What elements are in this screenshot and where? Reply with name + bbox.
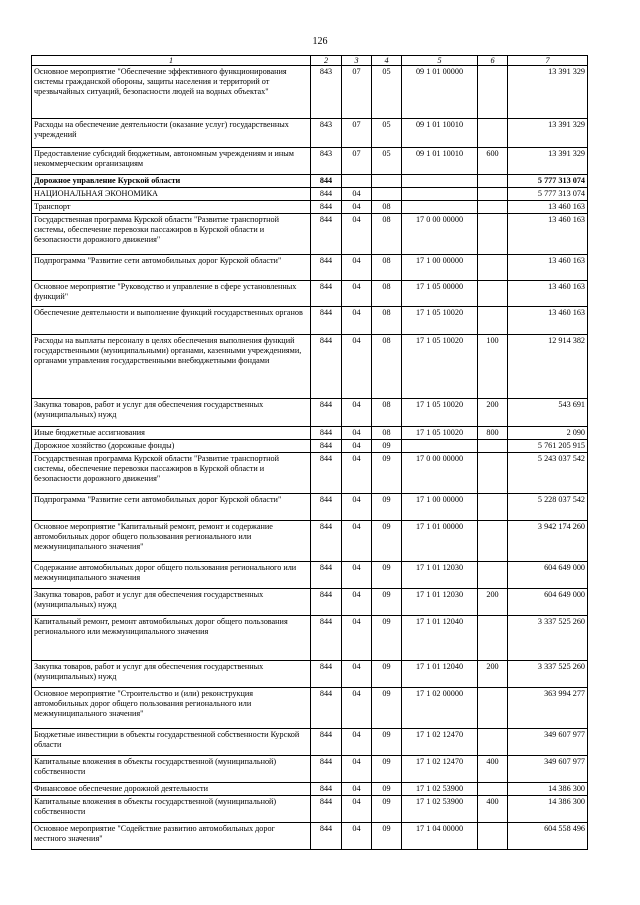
row-code-cell: 844 — [311, 688, 342, 729]
row-article-cell: 09 1 01 00000 — [402, 66, 478, 119]
row-article-cell — [402, 201, 478, 214]
table-row — [32, 335, 588, 399]
row-sum-cell: 604 558 496 — [508, 823, 588, 850]
row-type-cell — [478, 201, 508, 214]
row-type-cell — [478, 307, 508, 335]
row-name-cell: Основное мероприятие "Строительство и (или) реконструкция автомобильных дорог общего пользования регионального или межмуниципального значения" — [32, 688, 311, 729]
page-number: 126 — [312, 36, 328, 47]
row-subsection-cell: 08 — [372, 214, 402, 255]
row-article-cell: 17 1 05 10020 — [402, 399, 478, 427]
row-article-cell: 17 1 00 00000 — [402, 255, 478, 281]
row-type-cell: 800 — [478, 427, 508, 440]
row-sum-cell: 5 761 205 915 — [508, 440, 588, 453]
table-row — [32, 399, 588, 427]
row-code-cell: 844 — [311, 281, 342, 307]
row-section-cell: 07 — [342, 148, 372, 175]
row-name-cell: Иные бюджетные ассигнования — [32, 427, 311, 440]
row-article-cell: 09 1 01 10010 — [402, 148, 478, 175]
table-row — [32, 427, 588, 440]
table-row — [32, 589, 588, 616]
row-name-cell: Дорожное управление Курской области — [32, 175, 311, 188]
table-row — [32, 562, 588, 589]
row-subsection-cell: 09 — [372, 562, 402, 589]
row-type-cell — [478, 521, 508, 562]
row-type-cell — [478, 494, 508, 521]
row-article-cell: 17 1 02 53900 — [402, 796, 478, 823]
row-subsection-cell: 09 — [372, 661, 402, 688]
row-article-cell: 17 1 04 00000 — [402, 823, 478, 850]
row-name-cell: Транспорт — [32, 201, 311, 214]
row-code-cell: 844 — [311, 255, 342, 281]
row-type-cell — [478, 214, 508, 255]
row-subsection-cell: 08 — [372, 399, 402, 427]
row-type-cell — [478, 783, 508, 796]
row-section-cell: 04 — [342, 427, 372, 440]
table-row — [32, 494, 588, 521]
row-type-cell — [478, 562, 508, 589]
table-header — [32, 56, 588, 66]
row-code-cell: 844 — [311, 494, 342, 521]
row-name-cell: НАЦИОНАЛЬНАЯ ЭКОНОМИКА — [32, 188, 311, 201]
header-cell-3: 3 — [342, 56, 372, 66]
row-subsection-cell: 09 — [372, 589, 402, 616]
row-subsection-cell: 09 — [372, 783, 402, 796]
row-name-cell: Предоставление субсидий бюджетным, автономным учреждениям и иным некоммерческим организациям — [32, 148, 311, 175]
row-name-cell: Закупка товаров, работ и услуг для обеспечения государственных (муниципальных) нужд — [32, 661, 311, 688]
row-type-cell: 600 — [478, 148, 508, 175]
row-subsection-cell: 09 — [372, 494, 402, 521]
row-subsection-cell: 09 — [372, 453, 402, 494]
row-name-cell: Капитальные вложения в объекты государственной (муниципальной) собственности — [32, 756, 311, 783]
row-subsection-cell — [372, 188, 402, 201]
row-type-cell — [478, 255, 508, 281]
row-subsection-cell: 09 — [372, 729, 402, 756]
row-sum-cell: 5 243 037 542 — [508, 453, 588, 494]
row-article-cell: 17 1 01 12030 — [402, 562, 478, 589]
row-subsection-cell: 05 — [372, 148, 402, 175]
row-code-cell: 844 — [311, 756, 342, 783]
table-body — [32, 66, 588, 850]
row-article-cell: 17 1 01 12040 — [402, 661, 478, 688]
row-subsection-cell: 05 — [372, 66, 402, 119]
table-row — [32, 255, 588, 281]
row-article-cell: 17 1 01 00000 — [402, 521, 478, 562]
row-article-cell: 17 1 05 00000 — [402, 281, 478, 307]
row-section-cell: 04 — [342, 494, 372, 521]
row-subsection-cell: 08 — [372, 255, 402, 281]
row-code-cell: 844 — [311, 616, 342, 661]
row-type-cell — [478, 175, 508, 188]
row-name-cell: Закупка товаров, работ и услуг для обеспечения государственных (муниципальных) нужд — [32, 589, 311, 616]
row-code-cell: 844 — [311, 399, 342, 427]
row-subsection-cell: 08 — [372, 307, 402, 335]
row-subsection-cell — [372, 175, 402, 188]
row-section-cell: 04 — [342, 796, 372, 823]
row-sum-cell: 13 460 163 — [508, 255, 588, 281]
row-article-cell: 17 1 05 10020 — [402, 335, 478, 399]
table-row — [32, 796, 588, 823]
row-name-cell: Основное мероприятие "Обеспечение эффективного функционирования системы гражданской обороны, защиты населения и территорий от чрезвычайных ситуаций, безопасности людей на водных объектах" — [32, 66, 311, 119]
row-name-cell: Капитальные вложения в объекты государственной (муниципальной) собственности — [32, 796, 311, 823]
row-article-cell: 17 1 05 10020 — [402, 307, 478, 335]
row-name-cell: Государственная программа Курской области "Развитие транспортной системы, обеспечение перевозки пассажиров в Курской области и безопасности дорожного движения" — [32, 453, 311, 494]
row-code-cell: 844 — [311, 661, 342, 688]
row-name-cell: Дорожное хозяйство (дорожные фонды) — [32, 440, 311, 453]
row-section-cell: 07 — [342, 119, 372, 148]
row-type-cell — [478, 281, 508, 307]
row-section-cell: 04 — [342, 616, 372, 661]
row-article-cell: 17 1 00 00000 — [402, 494, 478, 521]
table-row — [32, 188, 588, 201]
row-subsection-cell: 09 — [372, 796, 402, 823]
table-row — [32, 688, 588, 729]
table-row — [32, 119, 588, 148]
row-type-cell — [478, 188, 508, 201]
row-subsection-cell: 08 — [372, 281, 402, 307]
row-section-cell: 04 — [342, 201, 372, 214]
table-row — [32, 307, 588, 335]
row-sum-cell: 5 228 037 542 — [508, 494, 588, 521]
row-article-cell — [402, 175, 478, 188]
row-article-cell: 17 1 01 12040 — [402, 616, 478, 661]
row-name-cell: Расходы на обеспечение деятельности (оказание услуг) государственных учреждений — [32, 119, 311, 148]
row-sum-cell: 13 391 329 — [508, 66, 588, 119]
table-row — [32, 440, 588, 453]
row-code-cell: 844 — [311, 796, 342, 823]
row-article-cell: 17 1 02 12470 — [402, 729, 478, 756]
row-section-cell: 04 — [342, 307, 372, 335]
row-subsection-cell: 09 — [372, 521, 402, 562]
row-sum-cell: 349 607 977 — [508, 729, 588, 756]
row-code-cell: 844 — [311, 521, 342, 562]
table-row — [32, 201, 588, 214]
row-subsection-cell: 09 — [372, 440, 402, 453]
table-row — [32, 453, 588, 494]
row-section-cell: 04 — [342, 729, 372, 756]
row-code-cell: 844 — [311, 335, 342, 399]
row-subsection-cell: 08 — [372, 201, 402, 214]
row-name-cell: Содержание автомобильных дорог общего пользования регионального или межмуниципального значения — [32, 562, 311, 589]
row-section-cell: 04 — [342, 281, 372, 307]
table-row — [32, 616, 588, 661]
budget-table — [31, 55, 588, 850]
table-row — [32, 66, 588, 119]
row-name-cell: Подпрограмма "Развитие сети автомобильных дорог Курской области" — [32, 494, 311, 521]
row-sum-cell: 3 337 525 260 — [508, 661, 588, 688]
row-code-cell: 844 — [311, 589, 342, 616]
table-row — [32, 823, 588, 850]
row-subsection-cell: 08 — [372, 427, 402, 440]
row-type-cell — [478, 729, 508, 756]
row-section-cell: 04 — [342, 521, 372, 562]
row-name-cell: Бюджетные инвестиции в объекты государственной собственности Курской области — [32, 729, 311, 756]
row-sum-cell: 5 777 313 074 — [508, 188, 588, 201]
row-code-cell: 844 — [311, 201, 342, 214]
row-subsection-cell: 09 — [372, 756, 402, 783]
row-code-cell: 844 — [311, 175, 342, 188]
row-section-cell: 04 — [342, 188, 372, 201]
row-name-cell: Закупка товаров, работ и услуг для обеспечения государственных (муниципальных) нужд — [32, 399, 311, 427]
row-article-cell: 17 1 02 00000 — [402, 688, 478, 729]
row-article-cell: 17 0 00 00000 — [402, 214, 478, 255]
row-section-cell: 04 — [342, 823, 372, 850]
row-code-cell: 844 — [311, 823, 342, 850]
row-type-cell — [478, 453, 508, 494]
row-sum-cell: 604 649 000 — [508, 562, 588, 589]
header-cell-4: 4 — [372, 56, 402, 66]
row-code-cell: 844 — [311, 188, 342, 201]
table-row — [32, 281, 588, 307]
row-sum-cell: 13 460 163 — [508, 201, 588, 214]
header-cell-7: 7 — [508, 56, 588, 66]
row-sum-cell: 349 607 977 — [508, 756, 588, 783]
row-sum-cell: 543 691 — [508, 399, 588, 427]
row-code-cell: 843 — [311, 119, 342, 148]
row-code-cell: 844 — [311, 783, 342, 796]
row-section-cell: 04 — [342, 214, 372, 255]
row-section-cell: 04 — [342, 589, 372, 616]
row-article-cell: 17 1 05 10020 — [402, 427, 478, 440]
row-sum-cell: 14 386 300 — [508, 796, 588, 823]
table-row — [32, 148, 588, 175]
row-section-cell: 04 — [342, 562, 372, 589]
row-sum-cell: 14 386 300 — [508, 783, 588, 796]
table-row — [32, 521, 588, 562]
row-section-cell: 04 — [342, 255, 372, 281]
header-cell-2: 2 — [311, 56, 342, 66]
row-article-cell: 17 1 02 12470 — [402, 756, 478, 783]
row-sum-cell: 604 649 000 — [508, 589, 588, 616]
row-section-cell: 04 — [342, 440, 372, 453]
row-sum-cell: 13 460 163 — [508, 281, 588, 307]
header-cell-5: 5 — [402, 56, 478, 66]
row-type-cell: 200 — [478, 399, 508, 427]
row-code-cell: 844 — [311, 307, 342, 335]
row-sum-cell: 3 337 525 260 — [508, 616, 588, 661]
row-sum-cell: 13 391 329 — [508, 119, 588, 148]
row-subsection-cell: 09 — [372, 823, 402, 850]
row-section-cell: 04 — [342, 453, 372, 494]
table-row — [32, 175, 588, 188]
table-row — [32, 661, 588, 688]
row-code-cell: 844 — [311, 440, 342, 453]
row-code-cell: 843 — [311, 148, 342, 175]
row-article-cell — [402, 188, 478, 201]
row-type-cell: 400 — [478, 796, 508, 823]
row-section-cell: 04 — [342, 756, 372, 783]
row-section-cell: 04 — [342, 688, 372, 729]
row-subsection-cell: 05 — [372, 119, 402, 148]
row-name-cell: Государственная программа Курской области "Развитие транспортной системы, обеспечение перевозки пассажиров в Курской области и безопасности дорожного движения" — [32, 214, 311, 255]
row-sum-cell: 2 090 — [508, 427, 588, 440]
row-name-cell: Обеспечение деятельности и выполнение функций государственных органов — [32, 307, 311, 335]
row-type-cell — [478, 823, 508, 850]
row-code-cell: 844 — [311, 729, 342, 756]
row-type-cell — [478, 616, 508, 661]
row-section-cell — [342, 175, 372, 188]
row-article-cell: 17 1 02 53900 — [402, 783, 478, 796]
row-code-cell: 843 — [311, 66, 342, 119]
row-name-cell: Расходы на выплаты персоналу в целях обеспечения выполнения функций государственными (муниципальными) органами, казенными учреждениями, органами управления государственными внебюджетными фондами — [32, 335, 311, 399]
row-subsection-cell: 08 — [372, 335, 402, 399]
row-code-cell: 844 — [311, 427, 342, 440]
row-type-cell — [478, 119, 508, 148]
table-row — [32, 214, 588, 255]
header-cell-6: 6 — [478, 56, 508, 66]
row-name-cell: Капитальный ремонт, ремонт автомобильных дорог общего пользования регионального или межмуниципального значения — [32, 616, 311, 661]
row-name-cell: Основное мероприятие "Руководство и управление в сфере установленных функций" — [32, 281, 311, 307]
row-sum-cell: 5 777 313 074 — [508, 175, 588, 188]
row-sum-cell: 12 914 382 — [508, 335, 588, 399]
row-type-cell — [478, 440, 508, 453]
row-name-cell: Финансовое обеспечение дорожной деятельности — [32, 783, 311, 796]
row-sum-cell: 13 460 163 — [508, 214, 588, 255]
row-name-cell: Основное мероприятие "Содействие развитию автомобильных дорог местного значения" — [32, 823, 311, 850]
row-sum-cell: 13 391 329 — [508, 148, 588, 175]
row-code-cell: 844 — [311, 562, 342, 589]
row-sum-cell: 13 460 163 — [508, 307, 588, 335]
table-row — [32, 729, 588, 756]
row-article-cell: 09 1 01 10010 — [402, 119, 478, 148]
row-code-cell: 844 — [311, 214, 342, 255]
row-subsection-cell: 09 — [372, 688, 402, 729]
row-sum-cell: 3 942 174 260 — [508, 521, 588, 562]
table-row — [32, 756, 588, 783]
row-type-cell: 100 — [478, 335, 508, 399]
table-row — [32, 783, 588, 796]
row-type-cell: 200 — [478, 589, 508, 616]
row-type-cell: 200 — [478, 661, 508, 688]
row-sum-cell: 363 994 277 — [508, 688, 588, 729]
row-type-cell — [478, 688, 508, 729]
row-code-cell: 844 — [311, 453, 342, 494]
row-section-cell: 04 — [342, 661, 372, 688]
row-type-cell — [478, 66, 508, 119]
row-section-cell: 04 — [342, 335, 372, 399]
header-row — [32, 56, 588, 66]
row-article-cell — [402, 440, 478, 453]
row-name-cell: Подпрограмма "Развитие сети автомобильных дорог Курской области" — [32, 255, 311, 281]
row-article-cell: 17 1 01 12030 — [402, 589, 478, 616]
row-subsection-cell: 09 — [372, 616, 402, 661]
row-section-cell: 04 — [342, 783, 372, 796]
row-section-cell: 07 — [342, 66, 372, 119]
row-type-cell: 400 — [478, 756, 508, 783]
row-article-cell: 17 0 00 00000 — [402, 453, 478, 494]
row-name-cell: Основное мероприятие "Капитальный ремонт, ремонт и содержание автомобильных дорог общего пользования регионального или межмуниципального значения" — [32, 521, 311, 562]
header-cell-1: 1 — [32, 56, 311, 66]
row-section-cell: 04 — [342, 399, 372, 427]
